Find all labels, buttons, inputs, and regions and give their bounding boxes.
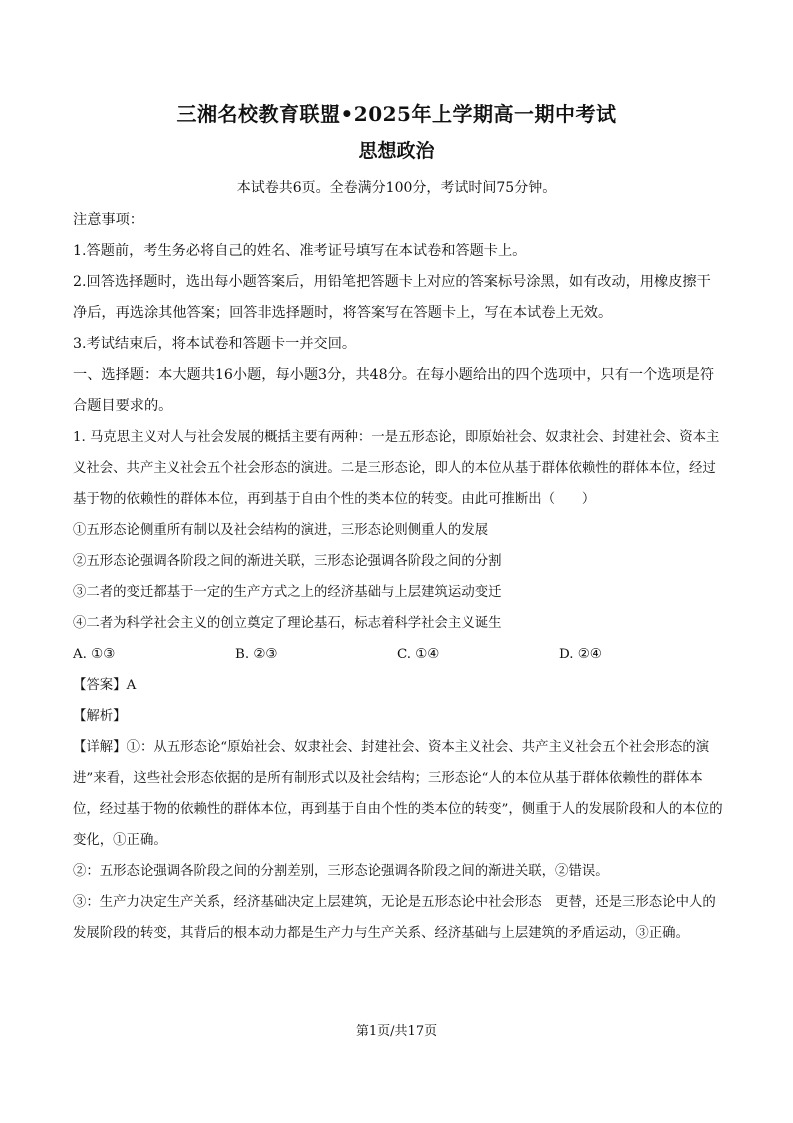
option-c: C. ①④ <box>397 647 440 662</box>
answer-label: 【答案】 <box>73 678 127 693</box>
exam-intro: 本试卷共6页。全卷满分100分，考试时间75分钟。 <box>236 180 557 196</box>
notes-heading: 注意事项： <box>73 212 144 228</box>
statement-1: ①五形态论侧重所有制以及社会结构的演进，三形态论则侧重人的发展 <box>73 523 489 538</box>
option-b: B. ②③ <box>235 647 278 662</box>
notes-item-1: 1.答题前，考生务必将自己的姓名、准考证号填写在本试卷和答题卡上。 <box>73 243 527 259</box>
statement-2: ②五形态论强调各阶段之间的渐进关联，三形态论强调各阶段之间的分割 <box>73 554 502 569</box>
detail-1-text: ①：从五形态论“原始社会、奴隶社会、封建社会、资本主义社会、共产主义社会五个社会形态的演进”来看，这些社会形态依据的是所有制形式以及社会结构；三形态论“人的本位从基于群体依赖性的群体本位，经过基于物的依赖性的群体本位，再到基于自由个性的类本位的转变”，侧重于人的发展阶段和人的本位的变化，①正确。 <box>73 740 723 848</box>
section-heading: 一、选择题：本大题共16小题，每小题3分，共48分。在每小题给出的四个选项中，只有一个选项是符合题目要求的。 <box>73 367 715 414</box>
detail-3: ③：生产力决定生产关系，经济基础决定上层建筑，无论是五形态论中社会形态 更替，还是三形态论中人的发展阶段的转变，其背后的根本动力都是生产力与生产关系、经济基础与上层建筑的矛盾运动，③正确。 <box>73 895 716 941</box>
answer-line <box>73 670 723 701</box>
exam-title: 三湘名校教育联盟•2025年上学期高一期中考试 <box>176 102 617 126</box>
option-d: D. ②④ <box>559 647 602 662</box>
detail-1 <box>73 732 723 856</box>
page-number: 第1页/共17页 <box>355 1024 438 1039</box>
statement-3: ③二者的变迁都基于一定的生产方式之上的经济基础与上层建筑运动变迁 <box>73 585 502 600</box>
notes-item-2: 2.回答选择题时，选出每小题答案后，用铅笔把答题卡上对应的答案标号涂黑，如有改动，用橡皮擦干净后，再选涂其他答案；回答非选择题时，将答案写在答题卡上，写在本试卷上无效。 <box>73 274 711 321</box>
statement-4: ④二者为科学社会主义的创立奠定了理论基石，标志着科学社会主义诞生 <box>73 616 502 631</box>
answer-value: A <box>126 678 137 693</box>
detail-2: ②：五形态论强调各阶段之间的分割差别，三形态论强调各阶段之间的渐进关联，②错误。 <box>73 864 609 879</box>
question-stem: 1. 马克思主义对人与社会发展的概括主要有两种：一是五形态论，即原始社会、奴隶社会、封建社会、资本主义社会、共产主义社会五个社会形态的演进。二是三形态论，即人的本位从基于群体依赖性的群体本位，经过基于物的依赖性的群体本位，再到基于自由个性的类本位的转变。由此可推断出（ ） <box>73 430 720 507</box>
detail-label: 【详解】 <box>73 740 127 755</box>
notes-item-3: 3.考试结束后，将本试卷和答题卡一并交回。 <box>73 336 357 352</box>
subject-title: 思想政治 <box>358 140 435 162</box>
exam-body <box>73 205 723 949</box>
options-row <box>73 639 723 670</box>
option-a: A. ①③ <box>73 647 116 662</box>
analysis-label: 【解析】 <box>73 709 127 724</box>
